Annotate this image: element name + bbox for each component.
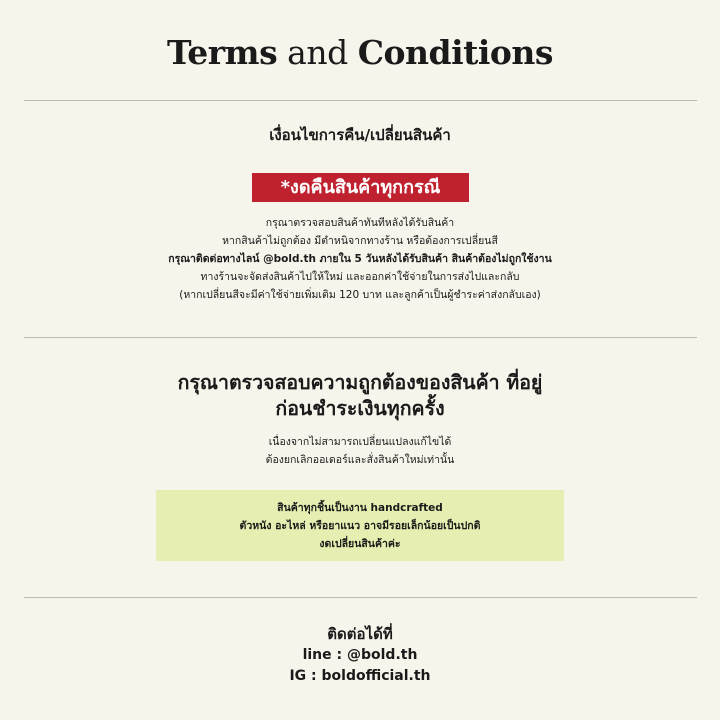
verify-details: [0, 433, 720, 469]
returns-line-4: ทางร้านจะจัดส่งสินค้าไปให้ใหม่ และออกค่าใช้จ่ายในการส่งไปและกลับ: [200, 271, 520, 283]
divider-top: [24, 100, 697, 101]
verify-heading-line-2: ก่อนชำระเงินทุกครั้ง: [275, 397, 445, 420]
note-line-3: งดเปลี่ยนสินค้าค่ะ: [319, 538, 401, 550]
contact-heading: ติดต่อได้ที่: [327, 625, 393, 643]
verify-section: [0, 370, 720, 422]
returns-heading: เงื่อนไขการคืน/เปลี่ยนสินค้า: [269, 126, 451, 144]
contact-instagram[interactable]: IG : boldofficial.th: [289, 668, 431, 684]
returns-section: [0, 124, 720, 146]
handcrafted-note: [156, 490, 564, 561]
verify-line-2: ต้องยกเลิกออเดอร์และสั่งสินค้าใหม่เท่านั้น: [265, 454, 455, 466]
divider-bottom: [24, 597, 697, 598]
note-line-2: ตัวหนัง อะไหล่ หรือยาแนว อาจมีรอยเล็กน้อยเป็นปกติ: [239, 520, 481, 532]
page-title: [0, 30, 720, 76]
contact-section: [0, 623, 720, 687]
note-line-1: สินค้าทุกชิ้นเป็นงาน handcrafted: [277, 502, 443, 514]
title-and: and: [287, 33, 348, 72]
title-conditions: Conditions: [357, 33, 553, 72]
contact-line-id[interactable]: line : @bold.th: [302, 647, 418, 663]
returns-line-3: กรุณาติดต่อทางไลน์ @bold.th ภายใน 5 วันหลังได้รับสินค้า สินค้าต้องไม่ถูกใช้งาน: [168, 253, 552, 265]
returns-details: [0, 214, 720, 304]
title-terms: Terms: [167, 33, 278, 72]
returns-line-1: กรุณาตรวจสอบสินค้าทันทีหลังได้รับสินค้า: [265, 217, 455, 229]
verify-heading-line-1: กรุณาตรวจสอบความถูกต้องของสินค้า ที่อยู่: [177, 371, 543, 394]
returns-line-5: (หากเปลี่ยนสีจะมีค่าใช้จ่ายเพิ่มเติม 120 บาท และลูกค้าเป็นผู้ชำระค่าส่งกลับเอง): [179, 289, 541, 301]
divider-middle: [24, 337, 697, 338]
no-return-banner: *งดคืนสินค้าทุกกรณี: [252, 173, 469, 202]
returns-line-2: หากสินค้าไม่ถูกต้อง มีตำหนิจากทางร้าน หรือต้องการเปลี่ยนสี: [222, 235, 498, 247]
verify-line-1: เนื่องจากไม่สามารถเปลี่ยนแปลงแก้ไขได้: [268, 436, 452, 448]
